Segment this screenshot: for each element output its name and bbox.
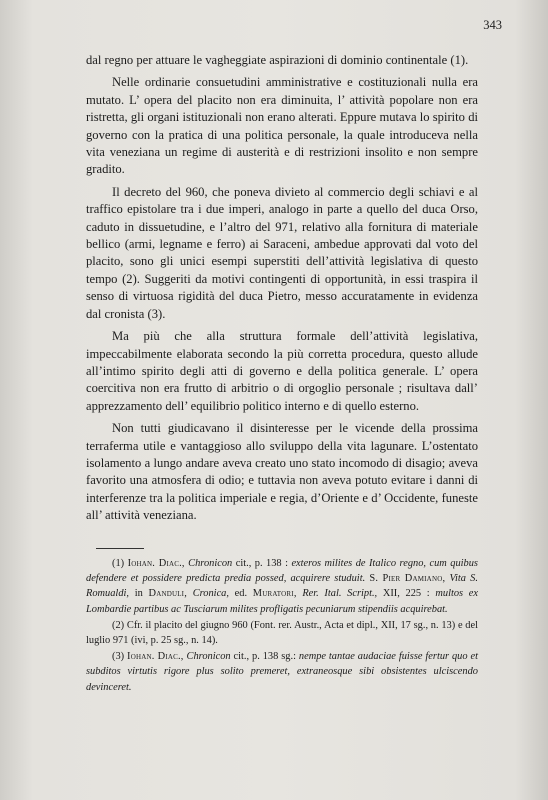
footnote-1-author: Iohan. Diac., [127,558,185,569]
footnote-1-quote: exteros milites de Italico regno, cum quibus defendere et possidere predicta predia possed, acquirere studuit. [86,558,478,585]
footnote-1-editor: Muratori, [252,588,297,600]
page-number: 343 [483,18,502,32]
footnote-1-series: Rer. Ital. Script., [302,588,378,600]
footnote-1-ref: cit., p. 138 : [235,558,288,569]
paragraph-4: Ma più che alla struttura formale dell’attività legislativa, impeccabilmente elaborata secondo la più corretta procedura, questo allude all’intimo spirito degli atti di governo e della politica generale. L’ opera coercitiva non era frutto di arbitrio o di orgoglio personale ; risultava dall’ apprezzamento dell’ equilibrio politico interno e di quello esterno. [86,329,478,413]
paragraph-3: Il decreto del 960, che poneva divieto al commercio degli schiavi e al traffico epistolare tra i due imperi, analogo in parte a quello del duca Orso, caduto in dissuetudine, e l’altro del 971, relativo alla fornitura di materiale bellico (armi, legname e ferro) ai Saraceni, ambedue approvati dal voto del placito, sono gli unici esempi superstiti dell’attività legislativa di questo tempo (2). Suggeriti da motivi contingenti di opportunità, in essi traspira il senso di virtuosa rigidità del duca Pietro, messo accuratamente in evidenza dal cronista (3). [86,184,478,321]
footnote-2-number: (2) [112,619,125,631]
footnote-3-author: Iohan. Diac., [127,651,184,663]
footnote-3-work: Chronicon [186,651,231,663]
footnote-3-quote: nempe tantae audaciae fuisse fertur quo et subditos virtutis rigore plus solito premeret, extraneosque sibi obsistentes ulciscendo devinceret. [86,651,478,693]
footnote-1-number: (1) [112,558,125,569]
footnote-1-quote-2: multos ex Lombardie partibus ac Tusciarum milites profligatis pecuniarum stipendiis acquirebat. [86,588,478,615]
footnote-3 [86,649,478,695]
footnote-1-author-2: S. Pier Damiano, [369,573,446,585]
footnote-1 [86,556,478,617]
footnote-1-work-2: Vita S. Romualdi, [86,573,478,600]
footnotes [86,556,478,696]
footnote-1-volume: XII, 225 : [382,588,430,600]
paragraph-1: dal regno per attuare le vagheggiate aspirazioni di dominio continentale (1). [86,53,469,67]
footnote-1-work: Chronicon [188,558,233,569]
footnote-1-in: in [134,588,143,600]
paragraph-5: Non tutti giudicavano il disinteresse per le vicende della prossima terraferma utile e vantaggioso allo sviluppo della vita lagunare. L’ostentato isolamento a lungo andare aveva creato uno stato incomodo di disagio; aveva favorito una atmosfera di odio; e tuttavia non aveva potuto evitare i danni di interferenze tra la politica imperiale e regia, d’Oriente e d’ Occidente, funeste all’ attività veneziana. [86,421,478,523]
footnote-divider [96,548,144,549]
footnote-2 [86,618,478,648]
footnote-2-text: Cfr. il placito del giugno 960 (Font. rer. Austr., Acta et dipl., XII, 17 sg., n. 13) e del luglio 971 (ivi, p. 25 sg., n. 14). [86,619,479,647]
footnote-1-work-3: Cronica, [192,588,229,600]
footnote-1-author-3: Danduli, [148,588,188,600]
footnote-3-ref: cit., p. 138 sg.: [233,651,296,663]
footnote-3-number: (3) [112,651,125,663]
footnote-1-ed: ed. [234,588,248,600]
paragraph-2: Nelle ordinarie consuetudini amministrative e costituzionali nulla era mutato. L’ opera del placito non era diminuita, l’ attività popolare non era ristretta, gli organi istituzionali non erano alterati. Eppure mutava lo spirito di governo con la pratica di una politica personale, la quale introduceva nella vita veneziana un regime di austerità e di restrizioni insolito e non sempre gradito. [86,75,478,177]
main-text [86,52,478,530]
